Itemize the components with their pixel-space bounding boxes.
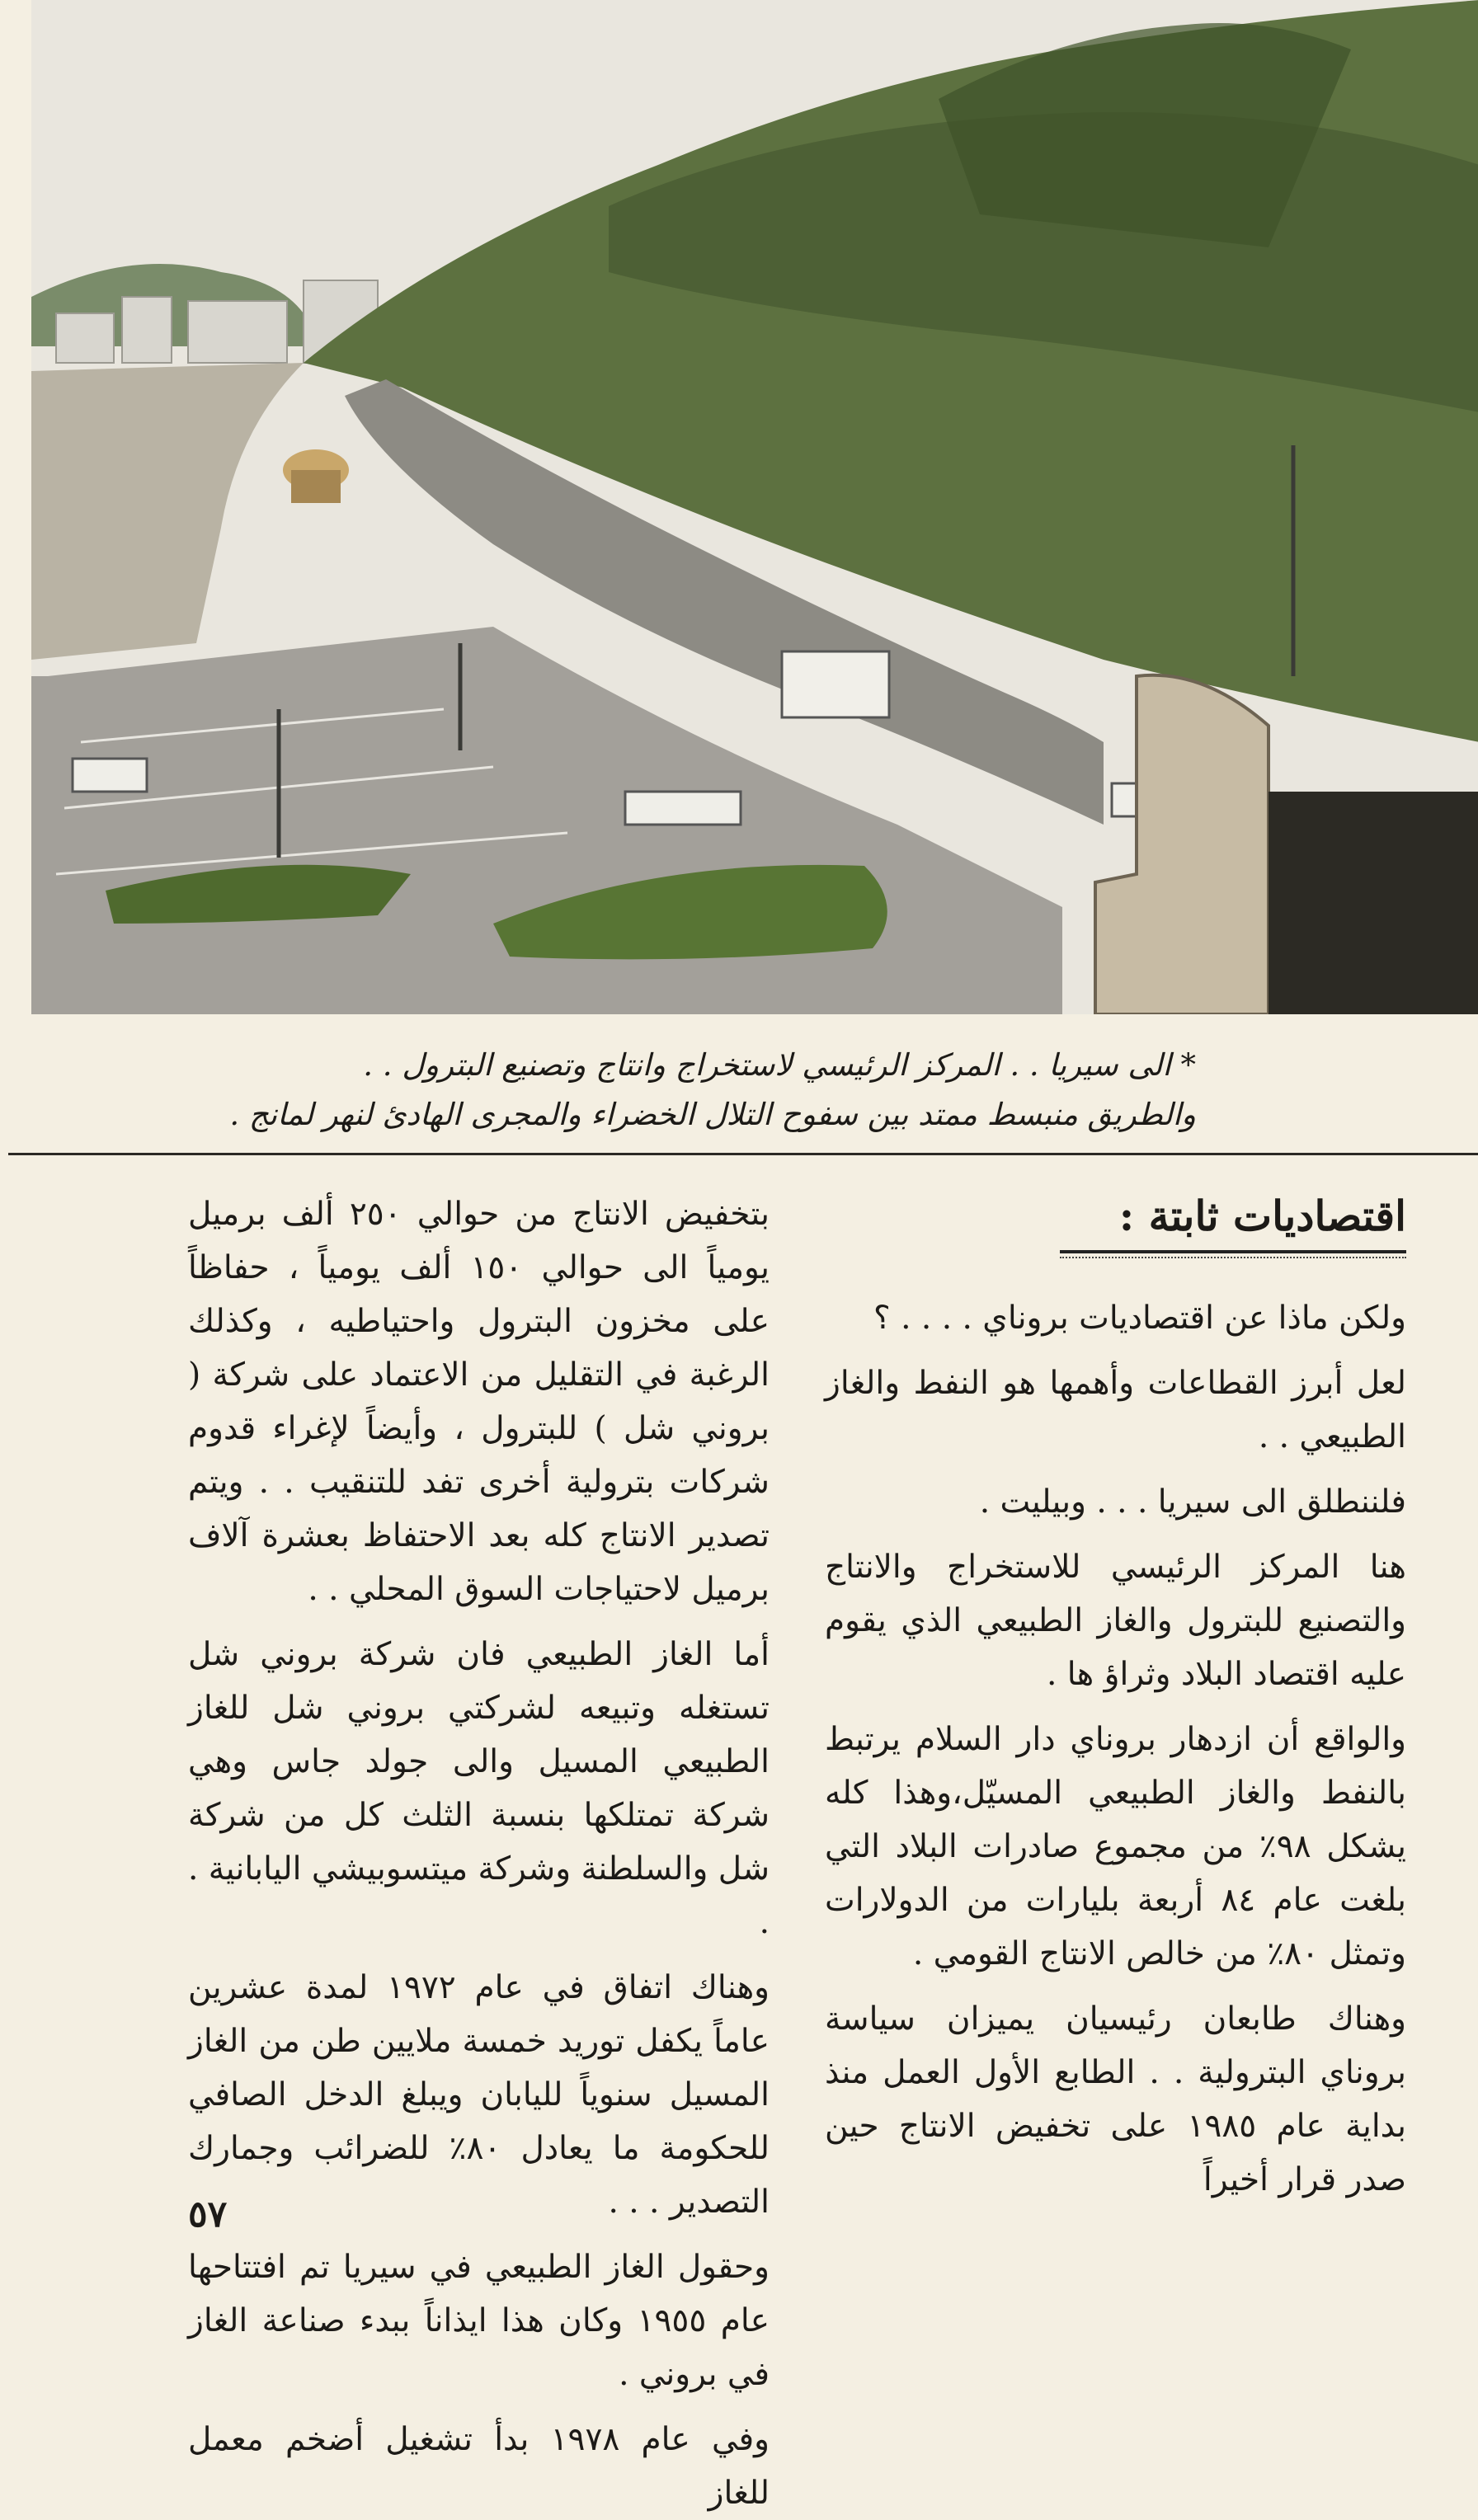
paragraph: وهناك طابعان رئيسيان يميزان سياسة بروناي البترولية . . الطابع الأول العمل منذ بداية عام ١٩٨٥ على تخفيض الانتاج حين صدر قرار أخيراً <box>825 2000 1406 2198</box>
paragraph: وحقول الغاز الطبيعي في سيريا تم افتتاحها عام ١٩٥٥ وكان هذا ايذاناً ببدء صناعة الغاز في بروني . <box>188 2249 770 2393</box>
section-divider <box>8 1153 1478 1155</box>
caption-line-1: * الى سيريا . . المركز الرئيسي لاستخراج وانتاج وتصنيع البترول . . <box>363 1047 1196 1083</box>
paragraph: هنا المركز الرئيسي للاستخراج والانتاج والتصنيع للبترول والغاز الطبيعي الذي يقوم عليه اقتصاد البلاد وثراؤ ها . <box>825 1549 1406 1693</box>
paragraph: أما الغاز الطبيعي فان شركة بروني شل تستغله وتبيعه لشركتي بروني شل للغاز الطبيعي المسيل والى جولد جاس وهي شركة تمتلكها بنسبة الثلث كل من شركة شل والسلطنة وشركة ميتسوبيشي اليابانية . . <box>188 1636 770 1941</box>
paragraph: ولكن ماذا عن اقتصاديات بروناي . . . . ؟ <box>873 1300 1406 1337</box>
paragraph: والواقع أن ازدهار بروناي دار السلام يرتبط بالنفط والغاز الطبيعي المسيّل،وهذا كله يشكل ٩٨٪ من مجموع صادرات البلاد التي بلغت عام ٨٤ أربعة بليارات من الدولارات وتمثل ٨٠٪ من خالص الانتاج القومي . <box>825 1721 1406 1972</box>
page-number: ٥٧ <box>188 2193 228 2236</box>
paragraph: وفي عام ١٩٧٨ بدأ تشغيل أضخم معمل للغاز <box>188 2421 770 2512</box>
right-column <box>825 1187 1406 2198</box>
photo-caption <box>74 1041 1196 1140</box>
caption-line-2: والطريق منبسط ممتد بين سفوح التلال الخضراء والمجرى الهادئ لنهر لمانج . <box>229 1097 1196 1132</box>
paragraph: فلننطلق الى سيريا . . . وبيليت . <box>979 1483 1406 1521</box>
harbour-road-photo <box>31 0 1478 1014</box>
photo-illustration <box>31 0 1478 1014</box>
paragraph: لعل أبرز القطاعات وأهمها هو النفط والغاز الطبيعي . . <box>825 1365 1406 1455</box>
heading-underline <box>1060 1250 1406 1258</box>
paragraph: بتخفيض الانتاج من حوالي ٢٥٠ ألف برميل يومياً الى حوالي ١٥٠ ألف يومياً ، حفاظاً على مخزون البترول واحتياطيه ، وكذلك الرغبة في التقليل من الاعتماد على شركة ( بروني شل ) للبترول ، وأيضاً لإغراء قدوم شركات بترولية أخرى تفد للتنقيب . . ويتم تصدير الانتاج كله بعد الاحتفاظ بعشرة آلاف برميل لاحتياجات السوق المحلي . . <box>188 1196 770 1608</box>
paragraph: وهناك اتفاق في عام ١٩٧٢ لمدة عشرين عاماً يكفل توريد خمسة ملايين طن من الغاز المسيل سنوياً لليابان ويبلغ الدخل الصافي للحكومة ما يعادل ٨٠٪ للضرائب وجمارك التصدير . . . <box>188 1969 770 2221</box>
section-heading: اقتصاديات ثابتة : <box>1118 1192 1406 1240</box>
